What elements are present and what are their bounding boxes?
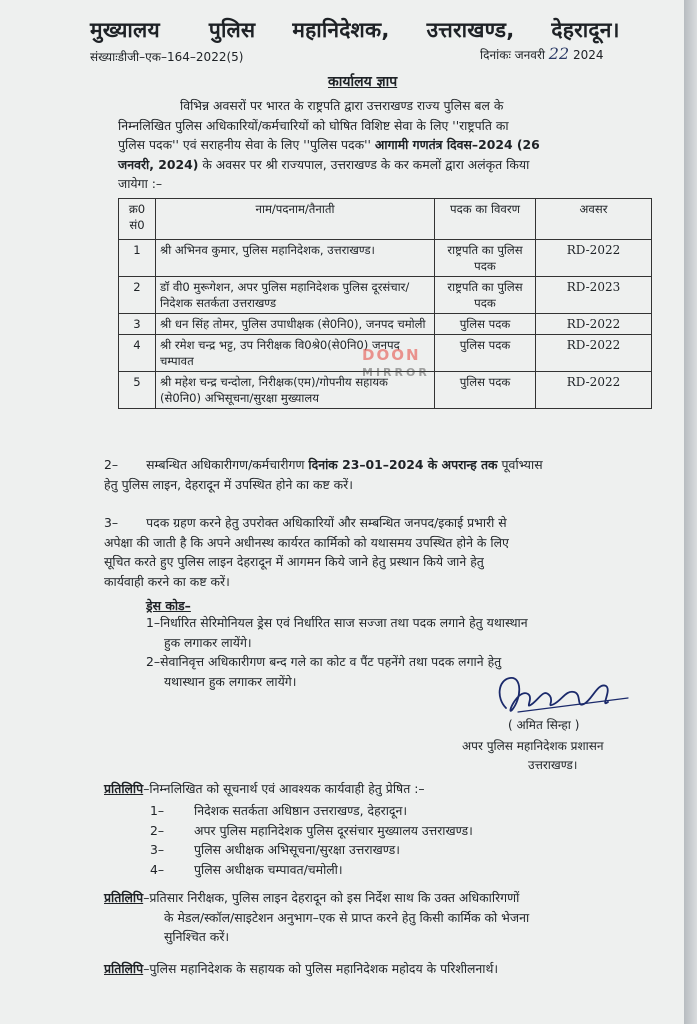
column-header: अवसर	[536, 199, 652, 240]
intro-text-bold: आगामी गणतंत्र दिवस–2024 (26	[374, 137, 540, 152]
medal-cell: पुलिस पदक	[435, 314, 536, 335]
medal-cell: राष्ट्रपति का पुलिस पदक	[435, 277, 536, 314]
list-item	[150, 801, 650, 821]
table-row	[119, 277, 652, 314]
list-text: अपर पुलिस महानिदेशक पुलिस दूरसंचार मुख्यालय उत्तराखण्ड।	[194, 822, 473, 838]
serial-cell: 5	[119, 372, 156, 409]
cc-block-2	[104, 888, 664, 947]
intro-text: पुलिस पदक'' एवं सराहनीय सेवा के लिए ''पुलिस पदक''	[118, 137, 375, 152]
serial-cell: 1	[119, 240, 156, 277]
list-item: हुक लगाकर लायेंगे।	[164, 634, 252, 650]
name-cell: डॉ वी0 मुरूगेशन, अपर पुलिस महानिदेशक पुलिस दूरसंचार/निदेशक सतर्कता उत्तराखण्ड	[156, 277, 435, 314]
occasion-cell: RD-2022	[536, 240, 652, 277]
intro-line	[118, 155, 652, 175]
memo-title: कार्यालय ज्ञाप	[328, 74, 398, 90]
date-day-handwritten: 22	[548, 44, 570, 63]
occasion-cell: RD-2022	[536, 314, 652, 335]
paragraph-2	[104, 455, 652, 494]
letterhead-word: उत्तराखण्ड,	[426, 18, 515, 42]
para-text-bold: दिनांक 23–01–2024 के अपरान्ह तक	[308, 457, 498, 472]
cc-block-3	[104, 960, 498, 977]
cc-label: प्रतिलिपि	[104, 961, 144, 976]
letterhead-word: पुलिस	[208, 18, 256, 42]
signatory-designation: अपर पुलिस महानिदेशक प्रशासन	[462, 739, 604, 753]
serial-cell: 3	[119, 314, 156, 335]
paragraph-3	[104, 513, 652, 591]
watermark-logo: MIRROR	[362, 366, 430, 379]
name-cell: श्री रमेश चन्द्र भट्ट, उप निरीक्षक वि0श्रे0(से0नि0) जनपद चम्पावत	[156, 335, 435, 372]
column-header: क्र0 सं0	[119, 199, 156, 240]
medal-cell: राष्ट्रपति का पुलिस पदक	[435, 240, 536, 277]
letterhead-word: महानिदेशक,	[292, 18, 390, 42]
para-text: पूर्वाभ्यास	[497, 457, 543, 472]
intro-line	[118, 135, 652, 155]
column-header: पदक का विवरण	[435, 199, 536, 240]
list-number: 3–	[150, 842, 165, 857]
serial-cell: 4	[119, 335, 156, 372]
name-cell: श्री अभिनव कुमार, पुलिस महानिदेशक, उत्तराखण्ड।	[156, 240, 435, 277]
list-number: 2–	[150, 822, 165, 838]
cc-text: –प्रतिसार निरीक्षक, पुलिस लाइन देहरादून को इस निर्देश साथ कि उक्त अधिकारिगणों	[143, 890, 520, 905]
intro-line: विभिन्न अवसरों पर भारत के राष्ट्रपति द्वारा उत्तराखण्ड राज्य पुलिस बल के	[180, 98, 504, 113]
cc-line: के मेडल/स्कॉल/साइटेशन अनुभाग–एक से प्राप्त करने हेतु किसी कार्मिक को भेजना	[164, 909, 530, 925]
cc-line: सुनिश्चित करें।	[164, 929, 230, 944]
intro-line: निम्नलिखित पुलिस अधिकारियों/कर्मचारियों को घोषित विशिष्ट सेवा के लिए ''राष्ट्रपति का	[118, 117, 509, 133]
para-line: अपेक्षा की जाती है कि अपने अधीनस्थ कार्यरत कार्मिको को यथासमय उपस्थित होने के लिए	[104, 534, 509, 550]
letterhead-word: देहरादून।	[551, 18, 620, 42]
para-line	[104, 513, 652, 533]
para-text: पदक ग्रहण करने हेतु उपरोक्त अधिकारियों और सम्बन्धित जनपद/इकाई प्रभारी से	[146, 515, 507, 530]
occasion-cell: RD-2022	[536, 372, 652, 409]
list-item	[150, 840, 650, 860]
para-number: 2–	[104, 457, 119, 472]
table-row	[119, 314, 652, 335]
list-text: निदेशक सतर्कता अधिष्ठान उत्तराखण्ड, देहरादून।	[194, 803, 408, 818]
intro-text-bold: जनवरी, 2024)	[118, 156, 199, 172]
list-item	[150, 821, 650, 841]
cc-text: –निम्नलिखित को सूचनार्थ एवं आवश्यक कार्यवाही हेतु प्रेषित :–	[143, 781, 425, 796]
medal-cell: पुलिस पदक	[435, 335, 536, 372]
intro-line: जायेगा :–	[118, 176, 163, 191]
list-item: यथास्थान हुक लगाकर लायेंगे।	[164, 673, 297, 689]
occasion-cell: RD-2022	[536, 335, 652, 372]
name-cell: श्री महेश चन्द्र चन्दोला, निरीक्षक(एम)/गोपनीय सहायक (से0नि0) अभिसूचना/सुरक्षा मुख्यालय	[156, 372, 435, 409]
occasion-cell: RD-2023	[536, 277, 652, 314]
dress-code-title: ड्रेस कोड–	[146, 598, 191, 613]
cc-list	[150, 801, 650, 879]
cc-text: –पुलिस महानिदेशक के सहायक को पुलिस महानिदेशक महोदय के परिशीलनार्थ।	[143, 961, 499, 976]
para-line	[104, 455, 652, 475]
list-text: पुलिस अधीक्षक चम्पावत/चमोली।	[194, 861, 343, 877]
document-date	[480, 44, 604, 63]
serial-cell: 2	[119, 277, 156, 314]
cc-label: प्रतिलिपि	[104, 781, 144, 796]
date-year: 2024	[572, 48, 604, 62]
list-number: 4–	[150, 861, 165, 877]
table-row	[119, 240, 652, 277]
signatory-name: ( अमित सिन्हा )	[508, 718, 580, 732]
signatory-state: उत्तराखण्ड।	[528, 758, 578, 772]
para-line: हेतु पुलिस लाइन, देहरादून में उपस्थित होने का कष्ट करें।	[104, 476, 353, 492]
name-cell: श्री धन सिंह तोमर, पुलिस उपाधीक्षक (से0नि0), जनपद चमोली	[156, 314, 435, 335]
column-header: नाम/पदनाम/तैनाती	[156, 199, 435, 240]
cc-block-1	[104, 780, 425, 797]
para-line: कार्यवाही करने का कष्ट करें।	[104, 573, 230, 589]
intro-text: के अवसर पर श्री राज्यपाल, उत्तराखण्ड के कर कमलों द्वारा अलंकृत किया	[198, 156, 530, 172]
letterhead-word: मुख्यालय	[90, 18, 160, 42]
list-item: 2–सेवानिवृत्त अधिकारीगण बन्द गले का कोट व पैंट पहनेंगे तथा पदक लगाने हेतु	[146, 654, 502, 669]
para-number: 3–	[104, 515, 119, 530]
cc-line	[104, 888, 664, 908]
intro-paragraph	[118, 96, 652, 194]
reference-number: संख्याःडीजी–एक–164–2022(5)	[90, 50, 244, 64]
list-item: 1–निर्धारित सेरिमोनियल ड्रेस एवं निर्धारित साज सज्जा तथा पदक लगाने हेतु यथास्थान	[146, 615, 528, 630]
table-header-row	[119, 199, 652, 240]
list-text: पुलिस अधीक्षक अभिसूचना/सुरक्षा उत्तराखण्ड।	[194, 842, 400, 857]
medal-cell: पुलिस पदक	[435, 372, 536, 409]
para-line: सूचित करते हुए पुलिस लाइन देहरादून में आगमन किये जाने हेतु प्रस्थान किये जाने हेतु	[104, 554, 484, 569]
list-item	[150, 860, 650, 880]
date-prefix: दिनांकः जनवरी	[480, 48, 545, 62]
page-edge	[684, 0, 697, 1024]
letterhead	[90, 16, 620, 44]
para-text: सम्बन्धित अधिकारीगण/कर्मचारीगण	[146, 457, 309, 472]
watermark-logo: DOON	[362, 346, 421, 364]
cc-label: प्रतिलिपि	[104, 890, 144, 905]
list-number: 1–	[150, 803, 165, 818]
